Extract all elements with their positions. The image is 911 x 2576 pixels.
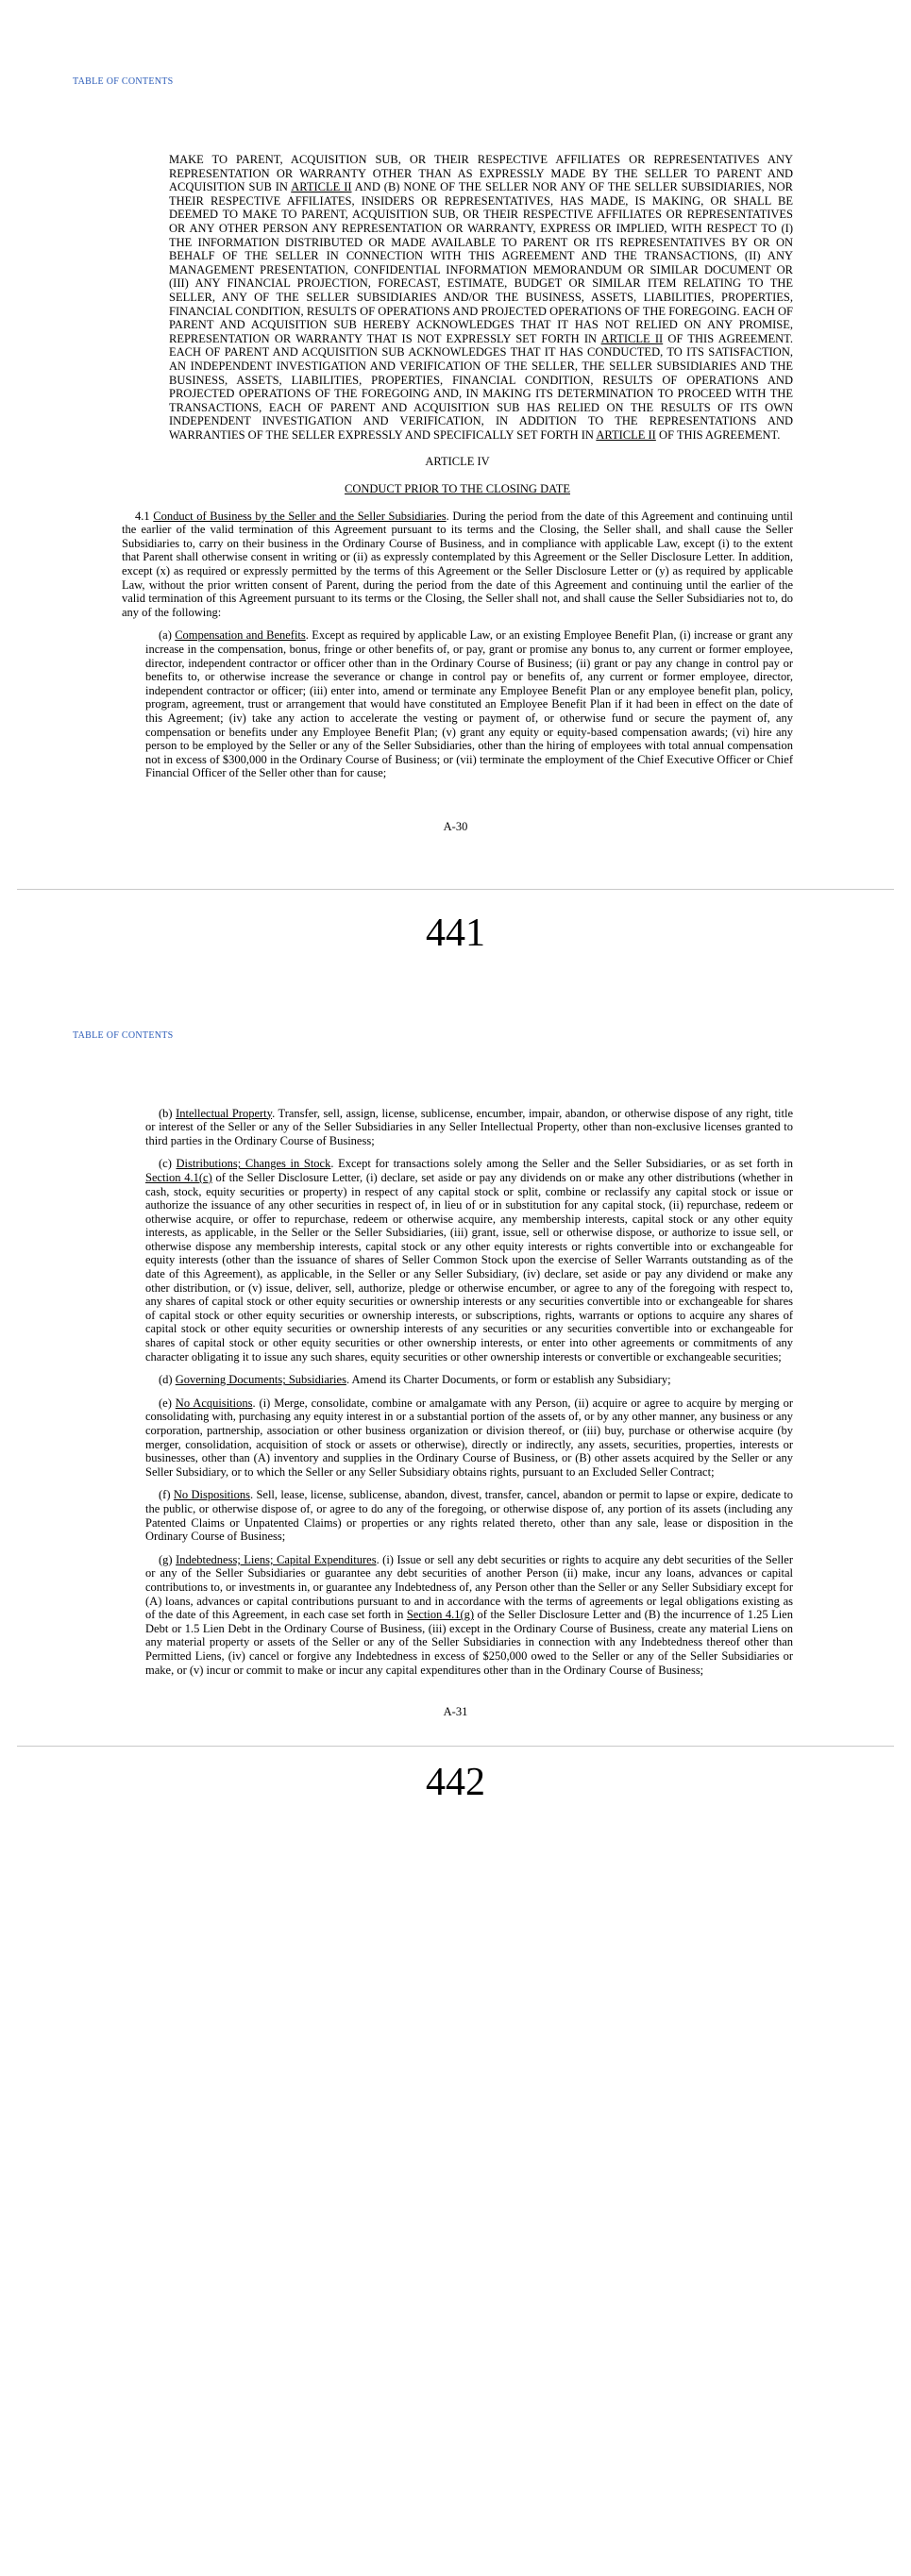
page-footer-a30: A-30	[443, 819, 468, 833]
page-divider	[17, 889, 894, 890]
article-ii-link[interactable]: ARTICLE II	[291, 180, 352, 194]
article-ii-link[interactable]: ARTICLE II	[596, 427, 656, 442]
table-of-contents-link[interactable]: TABLE OF CONTENTS	[73, 76, 174, 87]
subsection-b-paragraph	[145, 1107, 793, 1148]
text-run: MAKE TO PARENT, ACQUISITION SUB, OR THEIR RESPECTIVE AFFILIATES OR REPRESENTATIVES ANY REPRESENTATION OR WARRANTY OTHER THAN AS EXPRESSLY MADE BY THE SELLER TO PARENT AND ACQUISITION SUB IN	[169, 153, 793, 194]
distributions-heading-link[interactable]: Distributions; Changes in Stock	[176, 1157, 331, 1171]
no-acquisitions-heading-link[interactable]: No Acquisitions	[175, 1396, 253, 1410]
text-run: (f)	[159, 1488, 174, 1502]
text-run: (e)	[159, 1396, 176, 1410]
subsection-a-paragraph	[145, 628, 793, 780]
page-footer-a31: A-31	[443, 1705, 468, 1719]
text-run: . Sell, lease, license, sublicense, abandon, divest, transfer, cancel, abandon or permit to lapse or expire, dedicate to the public, or otherwise dispose of, or agree to do any of the foregoing, or otherwise dispose of, any portion of its assets (including any Patented Claims or Unpatented Claims) or properties or any rights related thereto, other than any sale, lease or disposition in the Ordinary Course of Business;	[145, 1488, 793, 1544]
text-run: (d)	[159, 1373, 176, 1387]
text-run: . During the period from the date of this Agreement and continuing until the earlier of the valid termination of this Agreement pursuant to its terms and the Closing, the Seller shall, and shall cause the Seller Subsidiaries to, carry on their business in the Ordinary Course of Business, and in compliance with applicable Law, except (i) to the extent that Parent shall otherwise consent in writing or (ii) as expressly contemplated by this Agreement or the Seller Disclosure Letter. In addition, except (x) as required or expressly permitted by the terms of this Agreement or the Seller Disclosure Letter or (y) as required by applicable Law, without the prior written consent of Parent, during the period from the date of this Agreement and continuing until the earlier of the valid termination of this Agreement pursuant to its terms or the Closing, the Seller shall not, and shall cause the Seller Subsidiaries not to, do any of the following:	[122, 509, 793, 619]
text-run: AND (B) NONE OF THE SELLER NOR ANY OF THE SELLER SUBSIDIARIES, NOR THEIR RESPECTIVE AFFILIATES, INSIDERS OR REPRESENTATIVES, HAS MADE, IS MAKING, OR SHALL BE DEEMED TO MAKE TO PARENT, ACQUISITION SUB, OR THEIR RESPECTIVE AFFILIATES OR REPRESENTATIVES OR ANY OTHER PERSON ANY REPRESENTATION OR WARRANTY, EXPRESS OR IMPLIED, WITH RESPECT TO (I) THE INFORMATION DISTRIBUTED OR MADE AVAILABLE TO PARENT OR ITS REPRESENTATIVES BY OR ON BEHALF OF THE SELLER IN CONNECTION WITH THIS AGREEMENT AND THE TRANSACTIONS, (II) ANY MANAGEMENT PRESENTATION, CONFIDENTIAL INFORMATION MEMORANDUM OR SIMILAR DOCUMENT OR (III) ANY FINANCIAL PROJECTION, FORECAST, ESTIMATE, BUDGET OR SIMILAR ITEM RELATING TO THE SELLER, ANY OF THE SELLER SUBSIDIARIES AND/OR THE BUSINESS, ASSETS, LIABILITIES, PROPERTIES, FINANCIAL CONDITION, RESULTS OF OPERATIONS AND PROJECTED OPERATIONS OF THE FOREGOING. EACH OF PARENT AND ACQUISITION SUB HEREBY ACKNOWLEDGES THAT IT HAS NOT RELIED ON ANY PROMISE, REPRESENTATION OR WARRANTY THAT IS NOT EXPRESSLY SET FORTH IN	[169, 180, 793, 345]
text-run: 4.1	[135, 509, 154, 523]
page-divider	[17, 1746, 894, 1747]
section-4-1-c-link[interactable]: Section 4.1(c)	[145, 1170, 212, 1184]
text-run: OF THIS AGREEMENT.	[655, 427, 781, 442]
page-1-body	[0, 153, 911, 780]
indebtedness-heading-link[interactable]: Indebtedness; Liens; Capital Expenditures	[176, 1552, 377, 1566]
disclaimer-paragraph	[169, 153, 793, 442]
table-of-contents-link[interactable]: TABLE OF CONTENTS	[73, 1029, 174, 1041]
document-page-1	[0, 0, 911, 956]
section-4-1-heading-link[interactable]: Conduct of Business by the Seller and the Seller Subsidiaries	[153, 509, 447, 523]
text-run: . Amend its Charter Documents, or form or establish any Subsidiary;	[346, 1373, 671, 1387]
text-run: (a)	[159, 628, 176, 643]
governing-documents-heading-link[interactable]: Governing Documents; Subsidiaries	[175, 1373, 346, 1387]
section-4-1-g-link[interactable]: Section 4.1(g)	[406, 1608, 475, 1622]
conduct-prior-closing-heading: CONDUCT PRIOR TO THE CLOSING DATE	[344, 482, 571, 496]
text-run: of the Seller Disclosure Letter, (i) declare, set aside or pay any dividends on or make any other distributions (whether in cash, stock, equity securities or property) in respect of any capital stock or split, combine or reclassify any capital stock or issue or authorize the issuance of any other securities in respect of, in lieu of or in substitution for any capital stock, (ii) repurchase, redeem or otherwise acquire, or offer to repurchase, redeem or otherwise acquire, any membership interests, capital stock or any other equity interests, as applicable, in the Seller or the Seller Subsidiaries, (iii) grant, issue, sell or otherwise dispose, or authorize to issue sell, or otherwise dispose any membership interests, capital stock or any other equity interests or rights convertible into or exchangeable for equity interests (other than the issuance of shares of Seller Common Stock upon the exercise of Seller Warrants outstanding as of the date of this Agreement), as applicable, in the Seller or any Seller Subsidiary, (iv) declare, set aside or pay any dividend or make any other distribution, or (v) issue, deliver, sell, authorize, pledge or otherwise encumber, or agree to any of the foregoing with respect to, any shares of capital stock or other equity securities or ownership interests or any securities convertible into or exchangeable for shares of capital stock or other equity securities or ownership interests, or subscriptions, rights, warrants or options to acquire any shares of capital stock or other equity securities or ownership interests of any securities or any securities convertible into or exchangeable for shares of capital stock or other equity securities or other ownership interests, or enter into other agreements or commitments of any character obligating it to issue any such shares, equity securities or other ownership interests or convertible or exchangeable securities;	[145, 1170, 793, 1363]
sheet-number-442: 442	[426, 1760, 485, 1804]
article-iv-heading: ARTICLE IV	[425, 455, 490, 469]
subsection-c-paragraph	[145, 1157, 793, 1363]
text-run: . (i) Merge, consolidate, combine or amalgamate with any Person, (ii) acquire or agree to acquire by merging or consolidating with, purchasing any equity interest in or a substantial portion of the assets of, or by any other manner, any business or any corporation, partnership, association or other business organization or division thereof, or (iii) buy, purchase or otherwise acquire (by merger, consolidation, acquisition of stock or assets or otherwise), directly or indirectly, any assets, securities, properties, interests or businesses, other than (A) inventory and supplies in the Ordinary Course of Business, or (B) other assets acquired by the Seller or any Seller Subsidiary, or to which the Seller or any Seller Subsidiary obtains rights, pursuant to an Excluded Seller Contract;	[145, 1396, 794, 1479]
sheet-number-441: 441	[426, 911, 485, 955]
article-ii-link[interactable]: ARTICLE II	[600, 331, 664, 345]
page-2-body	[0, 1107, 911, 1678]
text-run: . Except as required by applicable Law, or an existing Employee Benefit Plan, (i) increase or grant any increase in the compensation, bonus, fringe or other benefits of, or pay, grant or promise any bonus to, any current or former employee, director, independent contractor or officer other than in the Ordinary Course of Business; (ii) grant or pay any change in control pay or benefits to, or otherwise increase the severance or change in control pay or benefits of, any current or former employee, director, independent contractor or officer; (iii) enter into, amend or terminate any Employee Benefit Plan or any employee benefit plan, policy, program, agreement, trust or arrangement that would have constituted an Employee Benefit Plan if it had been in effect on the date of this Agreement; (iv) take any action to accelerate the vesting or payment of, or otherwise fund or secure the payment of, any compensation or benefits under any Employee Benefit Plan; (v) grant any equity or equity-based compensation awards; (vi) hire any person to be employed by the Seller or any of the Seller Subsidiaries, other than the hiring of employees with total annual compensation not in excess of $300,000 in the Ordinary Course of Business; or (vii) terminate the employment of the Chief Executive Officer or Chief Financial Officer of the Seller other than for cause;	[145, 628, 794, 780]
text-run: of the Seller Disclosure Letter and (B) the incurrence of 1.25 Lien Debt or 1.5 Lien Debt in the Ordinary Course of Business, (iii) except in the Ordinary Course of Business, create any material Liens on any material property or assets of the Seller or any of the Seller Subsidiaries in connection with any Indebtedness thereof other than Permitted Liens, (iv) cancel or forgive any Indebtedness in excess of $250,000 owed to the Seller or any of the Seller Subsidiaries or make, or (v) incur or commit to make or incur any capital expenditures other than in the Ordinary Course of Business;	[145, 1608, 793, 1677]
text-run: OF THIS AGREEMENT. EACH OF PARENT AND ACQUISITION SUB ACKNOWLEDGES THAT IT HAS CONDUCTED, TO ITS SATISFACTION, AN INDEPENDENT INVESTIGATION AND VERIFICATION OF THE SELLER, THE SELLER SUBSIDIARIES AND THE BUSINESS, ASSETS, LIABILITIES, PROPERTIES, FINANCIAL CONDITION, RESULTS OF OPERATIONS AND PROJECTED OPERATIONS OF THE FOREGOING AND, IN MAKING ITS DETERMINATION TO PROCEED WITH THE TRANSACTIONS, EACH OF PARENT AND ACQUISITION SUB HAS RELIED ON THE RESULTS OF ITS OWN INDEPENDENT INVESTIGATION AND VERIFICATION, IN ADDITION TO THE REPRESENTATIONS AND WARRANTIES OF THE SELLER EXPRESSLY AND SPECIFICALLY SET FORTH IN	[169, 331, 793, 442]
no-dispositions-heading-link[interactable]: No Dispositions	[173, 1488, 250, 1502]
subsection-f-paragraph	[145, 1488, 793, 1543]
text-run: (g)	[159, 1552, 177, 1566]
text-run: . Transfer, sell, assign, license, sublicense, encumber, impair, abandon, or otherwise dispose of any right, title or interest of the Seller or any of the Seller Subsidiaries in any Seller Intellectual Property, other than non-exclusive licenses granted to third parties in the Ordinary Course of Business;	[145, 1106, 793, 1147]
document-page-2	[0, 956, 911, 1805]
section-4-1-paragraph	[122, 510, 793, 620]
subsection-g-paragraph	[145, 1553, 793, 1677]
compensation-benefits-heading-link[interactable]: Compensation and Benefits	[175, 628, 306, 643]
text-run: (b)	[159, 1106, 177, 1120]
subsection-e-paragraph	[145, 1397, 793, 1480]
intellectual-property-heading-link[interactable]: Intellectual Property	[176, 1106, 273, 1120]
text-run: (c)	[159, 1157, 177, 1171]
text-run: . (i) Issue or sell any debt securities or rights to acquire any debt securities of the Seller or any of the Seller Subsidiaries or guarantee any debt securities of another Person (ii) make, incur any loans, advances or capital contributions to, or investments in, or guarantee any Indebtedness of, any Person other than the Seller or any Seller Subsidiary except for (A) loans, advances or capital contributions pursuant to and in accordance with the terms of agreements or legal obligations existing as of the date of this Agreement, in each case set forth in	[145, 1552, 793, 1622]
text-run: . Except for transactions solely among the Seller and the Seller Subsidiaries, or as set forth in	[330, 1157, 794, 1171]
subsection-d-paragraph	[145, 1373, 793, 1387]
